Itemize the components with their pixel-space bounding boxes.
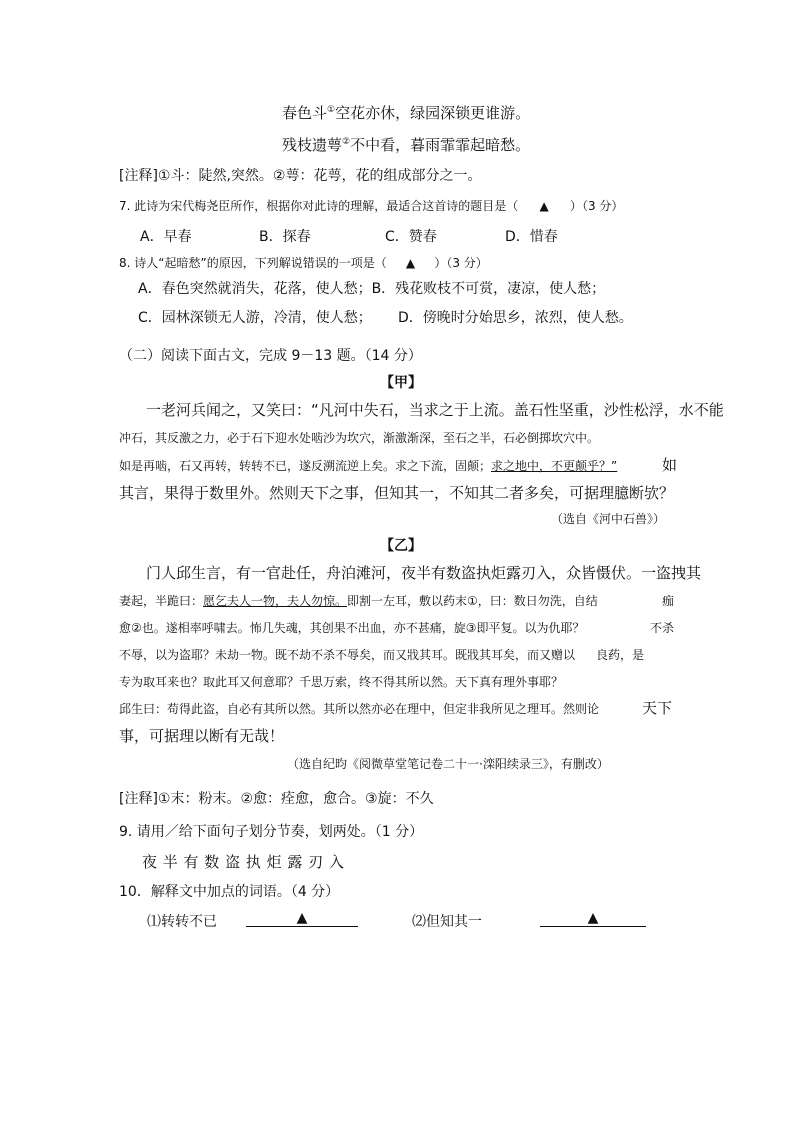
passage-jia-source: （选自《河中石兽》）	[551, 512, 666, 526]
q8-score: ）（3 分）	[434, 256, 488, 270]
passage-yi-line-4: 不辱，以为盗耶？未劫一物。既不劫不杀不辱矣，而又戕其耳。既戕其耳矣，而又赠以	[119, 648, 576, 662]
passage-yi-line-6-end: 天下	[642, 699, 673, 717]
q9-sentence: 夜 半 有 数 盗 执 炬 露 刃 入	[142, 853, 345, 871]
q7-option-a: A．早春	[140, 229, 192, 245]
passage-yi-line-2-b: 即割一左耳，敷以药末①，曰：数日勿洗，自结	[347, 594, 598, 608]
passage-jia-line-3	[119, 459, 617, 473]
passage-jia-line-3-end: 如	[662, 456, 678, 474]
q10-item-1: ⑴转转不已	[147, 914, 217, 930]
q7-option-d: D．惜春	[505, 229, 558, 245]
q7-stem: 7. 此诗为宋代梅尧臣所作，根据你对此诗的理解，最适合这首诗的题目是（	[119, 199, 519, 213]
footnote-mark: ①	[327, 105, 336, 115]
q8-stem: 8. 诗人“起暗愁”的原因，下列解说错误的一项是（	[119, 256, 387, 270]
underlined-sentence: 求之地中，不更颠乎？”	[491, 459, 618, 473]
passage-yi-source: （选自纪昀《阅微草堂笔记卷二十一·滦阳续录三》，有删改）	[287, 757, 609, 771]
answer-marker-icon: ▲	[296, 910, 308, 926]
poem-note: [注释]①斗：陡然,突然。②萼：花萼，花的组成部分之一。	[119, 168, 482, 184]
passage-yi-line-1: 门人邱生言，有一官赴任，舟泊滩河，夜半有数盗执炬露刃入，众皆慑伏。一盗拽其	[146, 564, 702, 582]
answer-marker-icon: ▲	[405, 256, 416, 270]
passage-jia-line-2: 冲石，其反激之力，必于石下迎水处啮沙为坎穴，渐激渐深，至石之半，石必倒掷坎穴中。	[119, 431, 600, 445]
answer-marker-icon: ▲	[587, 910, 599, 926]
passage-yi-line-7: 事，可据理以断有无哉！	[119, 727, 285, 745]
q7-option-c: C．赞春	[385, 229, 437, 245]
question-10: 10．解释文中加点的词语。（4 分）	[119, 884, 340, 900]
q10-answer-blank-1[interactable]	[246, 911, 358, 927]
q7-score: ）（3 分）	[569, 199, 624, 213]
passage-jia-heading: 【甲】	[380, 375, 422, 391]
question-7	[119, 199, 623, 213]
passage-yi-line-5: 专为取耳来也？取此耳又何意耶？千思万索，终不得其所以然。天下真有理外事耶？	[119, 675, 564, 689]
q7-option-b: B．探春	[259, 229, 311, 245]
q8-option-d: D．傍晚时分始思乡，浓烈，使人愁。	[398, 310, 633, 326]
q10-item-2: ⑵但知其一	[412, 914, 482, 930]
poem-line-1-b: 空花亦休，绿园深锁更谁游。	[335, 104, 531, 122]
poem-line-1-a: 春色斗	[282, 104, 328, 122]
poem-line-2	[282, 136, 530, 154]
passage-yi-line-3-end: 不杀	[650, 621, 675, 635]
underlined-sentence: 愿乞夫人一物，夫人勿惊。	[203, 594, 348, 608]
passage-yi-heading: 【乙】	[380, 538, 422, 554]
passage-jia-line-4: 其言，果得于数里外。然则天下之事，但知其一，不知其二者多矣，可据理臆断欤？	[119, 484, 675, 502]
answer-marker-icon: ▲	[539, 199, 549, 213]
passage-yi-line-6: 邱生曰：苟得此盗，自必有其所以然。其所以然亦必在理中，但定非我所见之理耳。然则论	[119, 702, 600, 716]
passage-yi-line-4-end: 良药，是	[596, 648, 645, 662]
passage-yi-line-2-end: 痂	[662, 594, 675, 608]
question-8	[119, 256, 488, 270]
passage-jia-line-3-a: 如是再啮，石又再转，转转不已，遂反溯流逆上矣。求之下流，固颠；	[119, 459, 492, 473]
passage-yi-line-2	[119, 594, 598, 608]
passage-yi-line-2-a: 妻起，半跪曰：	[119, 594, 204, 608]
q8-options-ab: A．春色突然就消失，花落，使人愁；B．残花败枝不可赏，凄凉，使人愁；	[138, 281, 606, 297]
poem-line-2-b: 不中看，暮雨霏霏起暗愁。	[350, 136, 531, 154]
passage-yi-line-3: 愈②也。遂相率呼啸去。怖几失魂，其创果不出血，亦不甚痛，旋③即平复。以为仇耶？	[119, 621, 585, 635]
poem-line-2-a: 残枝遗萼	[282, 136, 343, 154]
q10-answer-blank-2[interactable]	[540, 911, 646, 927]
question-9: 9. 请用／给下面句子划分节奏，划两处。（1 分）	[119, 824, 424, 840]
passage-yi-note: [注释]①末：粉末。②愈：痊愈，愈合。③旋：不久	[119, 791, 434, 807]
poem-line-1	[282, 104, 530, 122]
q8-option-c: C．园林深锁无人游，冷清，使人愁；	[138, 310, 372, 326]
passage-jia-line-1: 一老河兵闻之，又笑曰：“凡河中失石，当求之于上流。盖石性坚重，沙性松浮，水不能	[146, 401, 724, 419]
section-title: （二）阅读下面古文，完成 9－13 题。（14 分）	[119, 348, 422, 364]
footnote-mark: ②	[342, 137, 351, 147]
